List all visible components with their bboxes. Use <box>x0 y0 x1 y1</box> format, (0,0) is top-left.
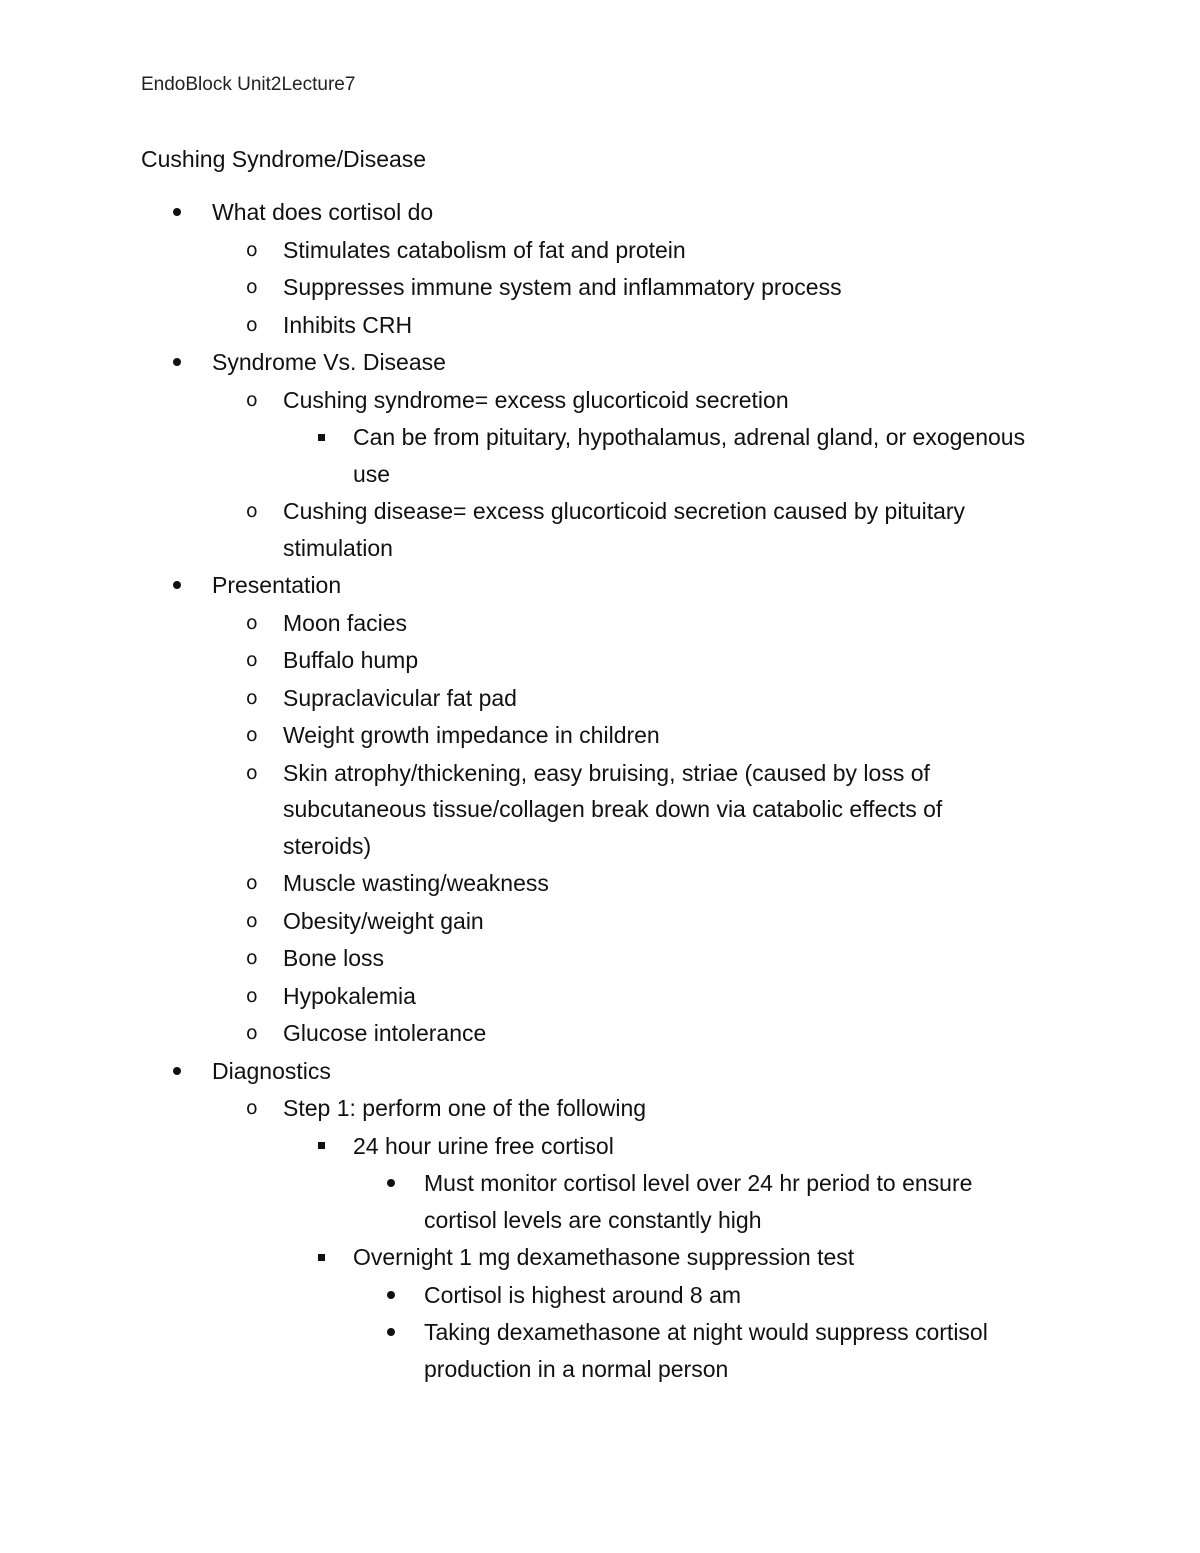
outline-item-level-2 <box>0 1015 1033 1052</box>
circle-bullet-icon: o <box>246 909 258 932</box>
outline-item-level-1 <box>0 1053 1032 1090</box>
bullet-icon <box>173 567 181 604</box>
outline-item-level-2 <box>0 232 1033 269</box>
outline-item-text: Bone loss <box>283 945 385 971</box>
outline-item-level-3 <box>0 1128 1033 1165</box>
outline-item-level-2 <box>0 978 1033 1015</box>
outline-item-text: Supraclavicular fat pad <box>283 684 517 711</box>
bullet-icon <box>387 1314 395 1351</box>
outline-item-level-1 <box>0 567 1032 604</box>
bullet-icon <box>173 1053 181 1090</box>
outline-item-level-4 <box>0 1165 1044 1238</box>
outline-item-text: Buffalo hump <box>283 647 419 673</box>
outline-item-level-2 <box>0 605 1033 642</box>
outline-item-level-2 <box>0 307 1033 344</box>
outline-item-level-1 <box>0 344 1032 381</box>
bullet-icon <box>173 344 181 381</box>
circle-bullet-icon: o <box>246 611 258 634</box>
circle-bullet-icon: o <box>246 686 258 709</box>
bullet-icon <box>387 1165 395 1202</box>
outline-item-text: Must monitor cortisol level over 24 hr period to ensure cortisol levels are constantly high <box>424 1170 973 1233</box>
outline-item-text: Obesity/weight gain <box>283 907 484 934</box>
circle-bullet-icon: o <box>246 276 258 298</box>
outline-item-level-2 <box>0 903 1033 940</box>
outline-item-text: What does cortisol do <box>212 199 434 225</box>
outline-item-level-2 <box>0 755 1033 865</box>
outline-item-text: Hypokalemia <box>283 982 416 1009</box>
outline-item-level-3 <box>0 419 1033 492</box>
outline-item-text: Cortisol is highest around 8 am <box>424 1281 742 1308</box>
outline-item-level-2 <box>0 680 1033 717</box>
outline-list <box>0 194 1200 1388</box>
circle-bullet-icon: o <box>246 947 258 969</box>
circle-bullet-icon: o <box>246 500 258 522</box>
outline-item-level-2 <box>0 642 1033 679</box>
outline-item-text: Cushing syndrome= excess glucorticoid secretion <box>283 386 789 413</box>
page-title: Cushing Syndrome/Disease <box>141 146 427 172</box>
outline-item-level-2 <box>0 717 1033 754</box>
outline-item-text: Skin atrophy/thickening, easy bruising, striae (caused by loss of subcutaneous tissue/collagen break down via catabolic effects of steroids) <box>283 759 943 859</box>
outline-item-level-2 <box>0 493 1033 566</box>
outline-item-level-2 <box>0 940 1033 977</box>
outline-item-level-2 <box>0 382 1033 419</box>
outline-item-level-1 <box>0 194 1032 231</box>
circle-bullet-icon: o <box>246 724 258 746</box>
outline-item-text: Syndrome Vs. Disease <box>212 349 446 375</box>
bullet-icon <box>173 194 181 231</box>
circle-bullet-icon: o <box>246 1022 258 1044</box>
square-bullet-icon <box>318 419 325 456</box>
outline-item-level-2 <box>0 269 1033 306</box>
outline-item-text: Step 1: perform one of the following <box>283 1095 647 1121</box>
circle-bullet-icon: o <box>246 984 258 1007</box>
outline-item-text: Taking dexamethasone at night would suppress cortisol production in a normal person <box>424 1319 988 1382</box>
square-bullet-icon <box>318 1128 325 1165</box>
outline-item-level-4 <box>0 1277 1044 1314</box>
outline-item-level-3 <box>0 1239 1033 1276</box>
outline-item-text: Suppresses immune system and inflammatory process <box>283 274 842 300</box>
outline-item-text: Presentation <box>212 572 342 598</box>
circle-bullet-icon: o <box>246 649 258 671</box>
outline-item-text: Weight growth impedance in children <box>283 722 660 748</box>
outline-item-level-2 <box>0 865 1033 902</box>
outline-item-text: Stimulates catabolism of fat and protein <box>283 236 686 263</box>
outline-item-text: Overnight 1 mg dexamethasone suppression test <box>353 1244 855 1270</box>
outline-item-text: Cushing disease= excess glucorticoid secretion caused by pituitary stimulation <box>283 498 966 561</box>
outline-item-level-2 <box>0 1090 1033 1127</box>
outline-item-text: 24 hour urine free cortisol <box>353 1132 614 1159</box>
outline-item-text: Glucose intolerance <box>283 1020 487 1046</box>
outline-item-level-4 <box>0 1314 1044 1387</box>
outline-item-text: Muscle wasting/weakness <box>283 870 549 896</box>
circle-bullet-icon: o <box>246 1097 258 1119</box>
circle-bullet-icon: o <box>246 872 258 894</box>
outline-item-text: Can be from pituitary, hypothalamus, adrenal gland, or exogenous use <box>353 424 1026 487</box>
circle-bullet-icon: o <box>246 761 258 784</box>
page-header: EndoBlock Unit2Lecture7 <box>141 74 356 95</box>
outline-item-text: Inhibits CRH <box>283 311 413 338</box>
outline-item-text: Diagnostics <box>212 1057 331 1084</box>
circle-bullet-icon: o <box>246 313 258 336</box>
circle-bullet-icon: o <box>246 238 258 261</box>
outline-item-text: Moon facies <box>283 609 408 636</box>
square-bullet-icon <box>318 1239 325 1276</box>
bullet-icon <box>387 1277 395 1314</box>
circle-bullet-icon: o <box>246 388 258 411</box>
